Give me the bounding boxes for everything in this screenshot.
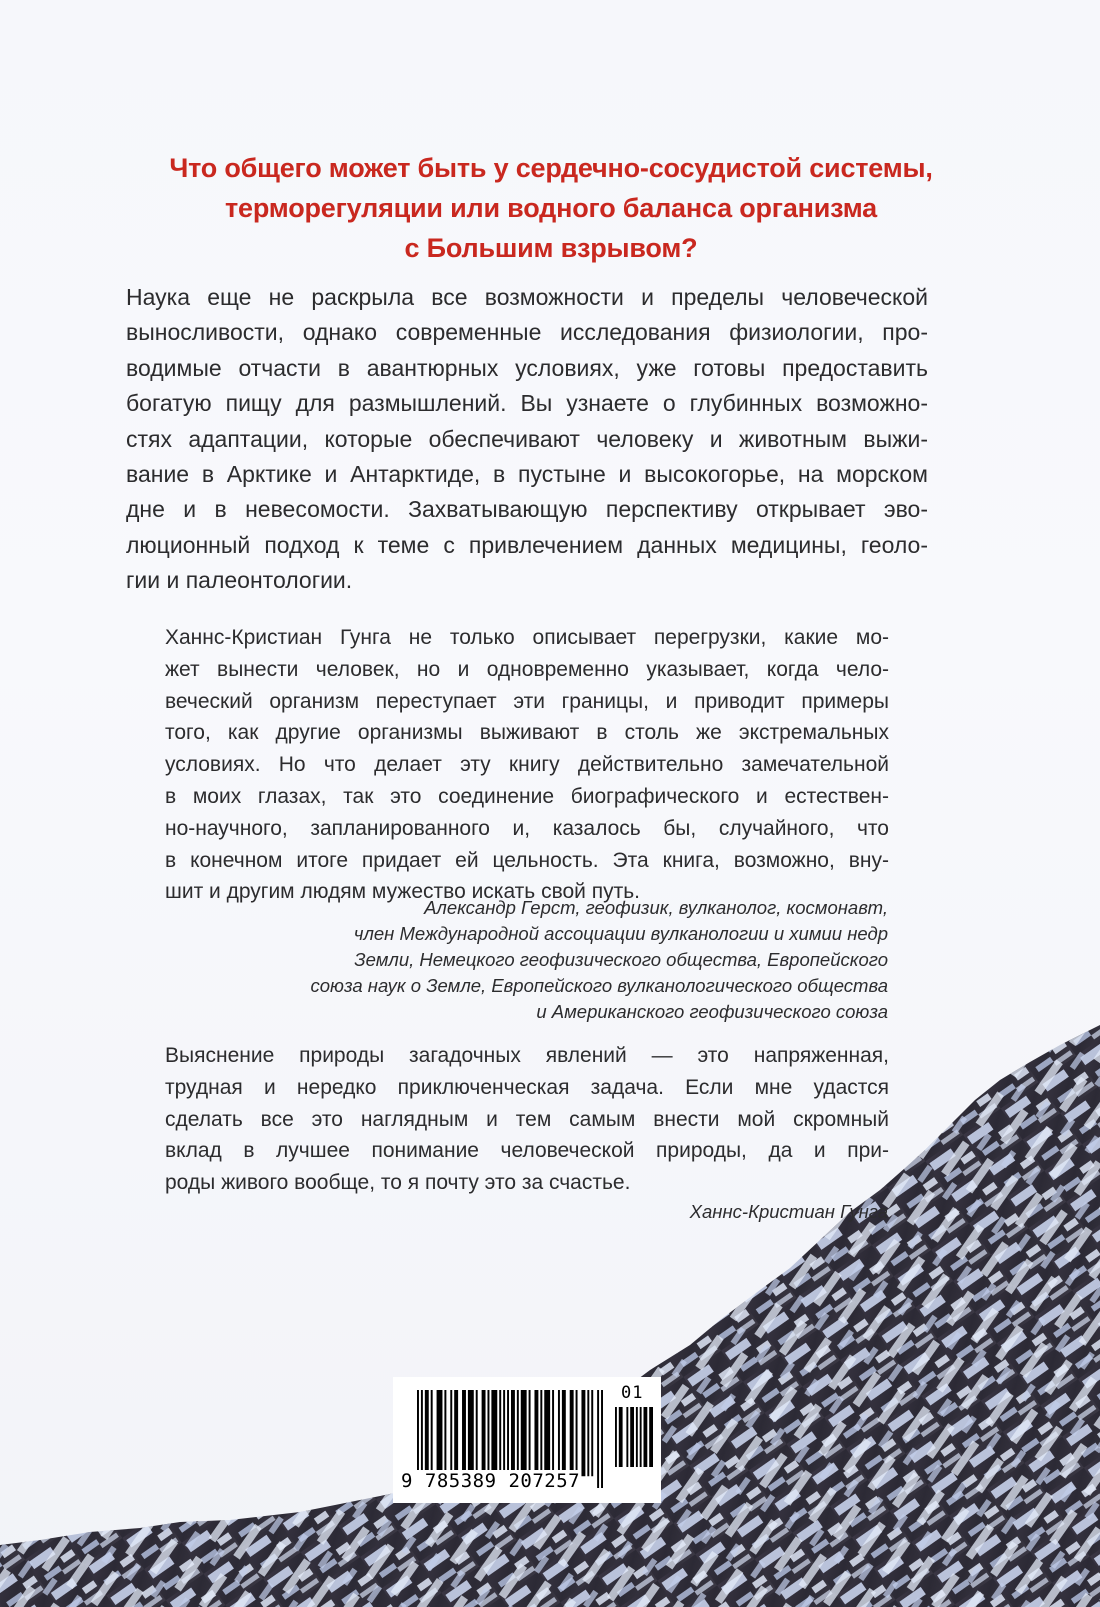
quote-line: но-научного, запланированного и, казалось бы, случайного, что [165, 816, 889, 840]
barcode-addon-number: 01 [621, 1383, 644, 1403]
intro-line: дне и в невесомости. Захватывающую перспективу открывает эво- [126, 496, 928, 523]
quote-line: веческий организм переступает эти границы, и приводит примеры [165, 689, 889, 713]
intro-line: люционный подход к теме с привлечением данных медицины, геоло- [126, 531, 928, 558]
intro-line: гии и палеонтологии. [126, 567, 353, 594]
quote-line: шит и другим людям мужество искать свой путь. [165, 880, 641, 904]
headline-line: Что общего может быть у сердечно-сосудистой системы, [169, 153, 933, 183]
headline-line: терморегуляции или водного баланса организма [225, 193, 877, 223]
attribution-line: Александр Герст, геофизик, вулканолог, космонавт, [424, 897, 888, 918]
intro-line: Наука еще не раскрыла все возможности и пределы человеческой [126, 284, 928, 310]
headline [118, 148, 984, 268]
attribution-line: член Международной ассоциации вулканологии и химии недр [353, 923, 888, 944]
endorsement-quote [165, 622, 889, 908]
isbn-barcode [393, 1377, 661, 1503]
intro-line: водимые отчасти в авантюрных условиях, уже готовы предоставить [126, 354, 928, 381]
author-quote-line: сделать все это наглядным и тем самым внести мой скромный [165, 1107, 889, 1131]
attribution-line: Земли, Немецкого геофизического общества, Европейского [354, 949, 888, 970]
quote-line: жет вынести человек, но и одновременно указывает, когда чело- [165, 657, 889, 681]
intro-line: богатую пищу для размышлений. Вы узнаете о глубинных возможно- [126, 390, 928, 417]
barcode-addon-icon [615, 1407, 653, 1467]
author-quote-line: Выяснение природы загадочных явлений — это напряженная, [165, 1044, 889, 1067]
endorsement-attribution [311, 895, 888, 1025]
attribution-line: и Американского геофизического союза [536, 1001, 888, 1022]
isbn-number: 9 785389 207257 [401, 1470, 581, 1492]
intro-line: стях адаптации, которые обеспечивают человеку и животным выжи- [126, 425, 928, 452]
intro-paragraph [126, 280, 928, 599]
intro-line: вание в Арктике и Антарктиде, в пустыне и высокогорье, на морском [126, 461, 928, 488]
author-quote [165, 1040, 889, 1199]
author-quote-line: вклад в лучшее понимание человеческой природы, да и при- [165, 1139, 889, 1163]
intro-line: выносливости, однако современные исследования физиологии, про- [126, 319, 928, 346]
quote-line: того, как другие организмы выживают в столь же экстремальных [165, 721, 889, 745]
quote-line: в моих глазах, так это соединение биографического и естествен- [165, 784, 889, 808]
quote-line: в конечном итоге придает ей цельность. Эта книга, возможно, вну- [165, 848, 889, 872]
quote-line: условиях. Но что делает эту книгу действительно замечательной [165, 753, 889, 777]
author-quote-line: роды живого вообще, то я почту это за счастье. [165, 1171, 631, 1195]
quote-line: Ханнс-Кристиан Гунга не только описывает перегрузки, какие мо- [165, 626, 889, 649]
headline-line: с Большим взрывом? [404, 233, 698, 263]
attribution-line: союза наук о Земле, Европейского вулканологического общества [310, 975, 888, 996]
author-attribution: Ханнс-Кристиан Гунга [689, 1201, 888, 1222]
author-quote-line: трудная и нередко приключенческая задача. Если мне удастся [165, 1075, 889, 1099]
